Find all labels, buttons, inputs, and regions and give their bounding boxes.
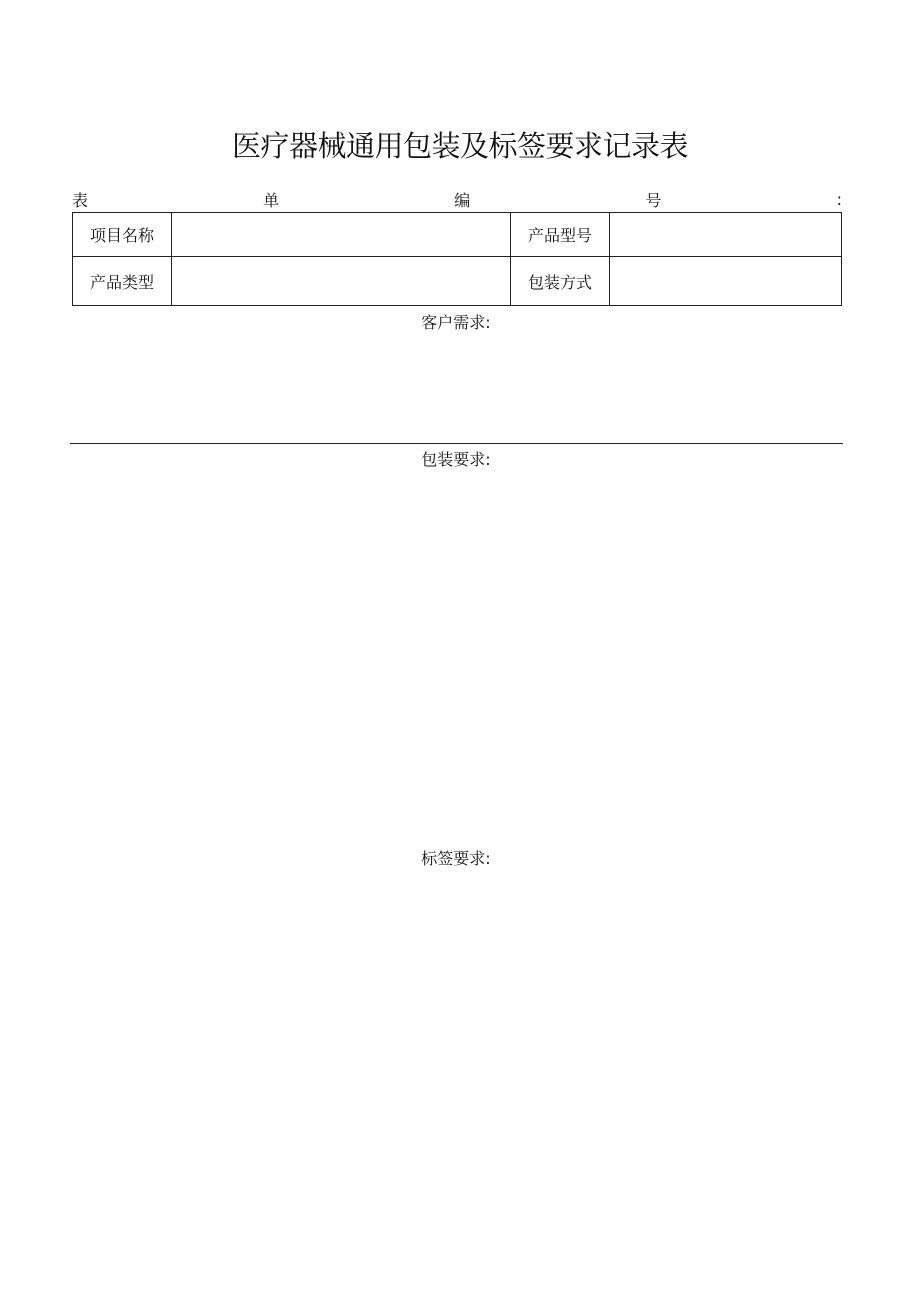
info-table	[72, 212, 842, 306]
label-requirements-label: 标签要求:	[421, 849, 491, 868]
product-type-label: 产品类型	[73, 257, 172, 306]
page-title: 医疗器械通用包装及标签要求记录表	[231, 129, 688, 163]
packaging-method-label: 包装方式	[511, 257, 610, 306]
project-name-label: 项目名称	[73, 213, 172, 257]
packaging-method-field[interactable]	[610, 257, 842, 306]
project-name-field[interactable]	[172, 213, 511, 257]
table-row	[73, 213, 842, 257]
customer-requirements-label: 客户需求:	[421, 313, 491, 332]
label-requirements-area[interactable]	[70, 874, 843, 1254]
table-row	[73, 257, 842, 306]
product-type-field[interactable]	[172, 257, 511, 306]
packaging-requirements-label: 包装要求:	[421, 450, 491, 469]
form-number-char: 号	[645, 190, 662, 210]
product-model-field[interactable]	[610, 213, 842, 257]
form-number-char: 表	[72, 190, 89, 210]
product-model-label: 产品型号	[511, 213, 610, 257]
customer-requirements-area[interactable]	[70, 336, 843, 440]
form-number-char: 单	[263, 190, 280, 210]
section-divider	[70, 443, 843, 444]
form-number-char: :	[836, 189, 842, 209]
packaging-requirements-area[interactable]	[70, 474, 843, 844]
form-number-line	[72, 187, 842, 211]
form-number-char: 编	[454, 190, 471, 210]
